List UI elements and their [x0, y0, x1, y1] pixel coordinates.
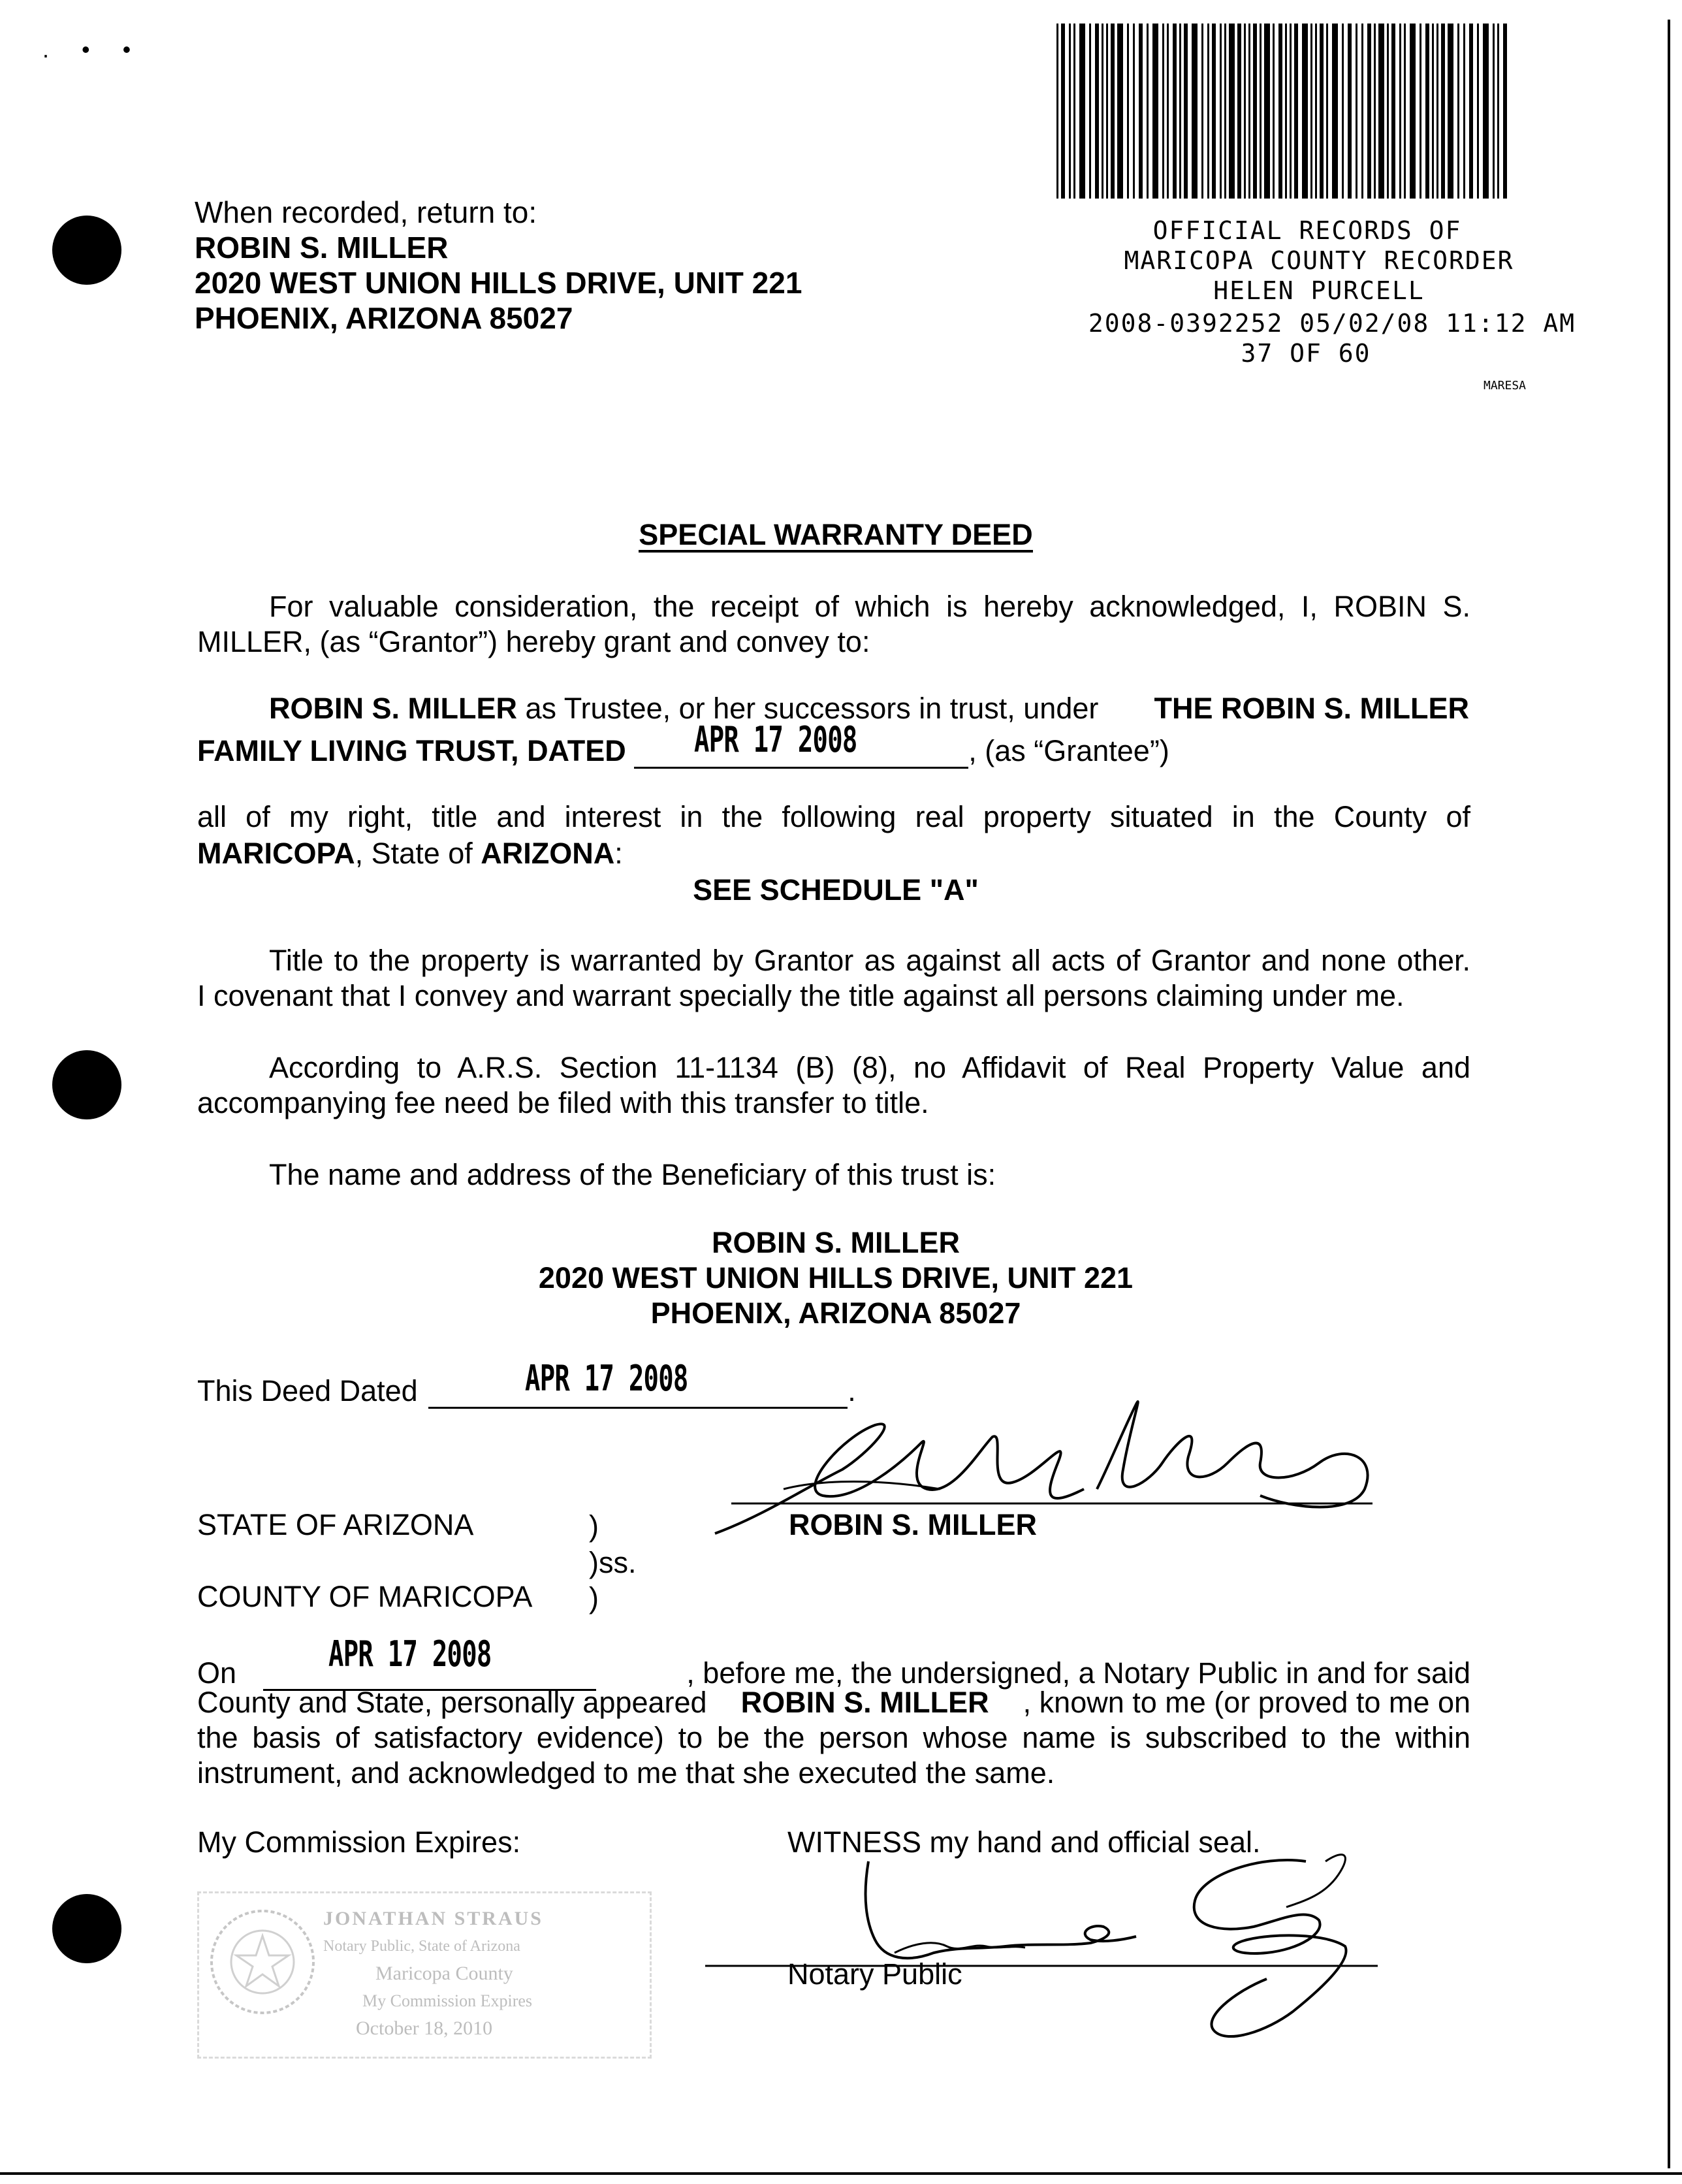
barcode-bar: [1220, 24, 1222, 199]
barcode-bar: [1152, 24, 1158, 199]
page-border-bottom: [0, 2172, 1682, 2175]
barcode-bar: [1404, 24, 1406, 199]
barcode-bar: [1133, 24, 1135, 199]
barcode-bar: [1184, 24, 1188, 199]
return-to-block: [195, 195, 802, 336]
ack-stamp-date: APR 17 2008: [328, 1633, 492, 1675]
barcode-bar: [1273, 24, 1275, 199]
notary-signature: [699, 1835, 1384, 2051]
barcode-bar: [1201, 24, 1203, 199]
grantee-trust: THE ROBIN S. MILLER: [1154, 692, 1469, 725]
barcode-bar: [1326, 24, 1328, 199]
property-state: ARIZONA: [481, 837, 615, 870]
barcode-bar: [1212, 24, 1216, 199]
notary-seal-line3: Maricopa County: [375, 1963, 513, 1984]
barcode-bar: [1264, 24, 1270, 199]
recorder-line3: HELEN PURCELL: [1213, 276, 1425, 305]
barcode-bar: [1179, 24, 1181, 199]
notary-seal-emblem: [207, 1906, 318, 2017]
barcode-bar: [1378, 24, 1384, 199]
barcode-bar: [1374, 24, 1376, 199]
barcode-bar: [1139, 24, 1143, 199]
grantee-name: ROBIN S. MILLER: [269, 692, 517, 725]
ack-line3: the basis of satisfactory evidence) to be the person whose name is subscribed to the within: [197, 1721, 1470, 1754]
ack-line2: [197, 1685, 1470, 1720]
barcode-bar: [1290, 24, 1292, 199]
punch-hole-middle: [52, 1050, 121, 1119]
barcode-bar: [1106, 24, 1108, 199]
barcode-bar: [1477, 24, 1479, 199]
grantee-mid: as Trustee, or her successors in trust, under: [517, 692, 1099, 725]
grantee-date-field: [634, 719, 968, 769]
return-to-street: 2020 WEST UNION HILLS DRIVE, UNIT 221: [195, 266, 802, 300]
grantee-line2: [197, 719, 1169, 769]
notary-seal-text: [323, 1905, 543, 2042]
return-to-name: ROBIN S. MILLER: [195, 231, 449, 265]
ack-line2-name: ROBIN S. MILLER: [740, 1686, 989, 1719]
barcode-bar: [1056, 24, 1058, 199]
document-title-text: SPECIAL WARRANTY DEED: [639, 518, 1033, 551]
barcode-bar: [1463, 24, 1465, 199]
notary-seal: [197, 1891, 652, 2059]
beneficiary-intro: The name and address of the Beneficiary of this trust is:: [269, 1158, 996, 1191]
notary-label: Notary Public: [787, 1957, 962, 1991]
barcode: [1054, 24, 1511, 199]
deed-dated: This Deed Dated APR 17 2008 .: [197, 1358, 856, 1407]
barcode-bar: [1483, 24, 1489, 199]
property-line1: all of my right, title and interest in the following real property situated in the County of: [197, 800, 1470, 833]
grant-line2: MILLER, (as “Grantor”) hereby grant and convey to:: [197, 625, 870, 658]
grantor-signature-name: ROBIN S. MILLER: [789, 1508, 1037, 1541]
barcode-bar: [1117, 24, 1123, 199]
barcode-bar: [1192, 24, 1198, 199]
ack-line4: instrument, and acknowledged to me that she executed the same.: [197, 1756, 1055, 1790]
barcode-bar: [1410, 24, 1416, 199]
barcode-bar: [1448, 24, 1453, 199]
barcode-bar: [1367, 24, 1371, 199]
barcode-bar: [1237, 24, 1241, 199]
barcode-bar: [1173, 24, 1177, 199]
barcode-bar: [1253, 24, 1257, 199]
barcode-bar: [1285, 24, 1287, 199]
barcode-bar: [1457, 24, 1459, 199]
barcode-bar: [1127, 24, 1129, 199]
recorder-code: MARESA: [1484, 379, 1527, 393]
barcode-bar: [1069, 24, 1071, 199]
notary-seal-line4: My Commission Expires: [362, 1991, 533, 2010]
grantee-suffix: , (as “Grantee”): [968, 734, 1169, 767]
barcode-bar: [1095, 24, 1099, 199]
notary-seal-line2: Notary Public, State of Arizona: [323, 1938, 520, 1955]
venue-paren-1: ): [589, 1509, 599, 1543]
beneficiary-street: 2020 WEST UNION HILLS DRIVE, UNIT 221: [538, 1261, 1134, 1294]
venue-state: STATE OF ARIZONA: [197, 1508, 474, 1541]
barcode-bar: [1229, 24, 1235, 199]
beneficiary-block: [0, 1225, 1672, 1331]
grantee-line1: [269, 691, 1469, 726]
barcode-bar: [1493, 24, 1495, 199]
page-border-right: [1668, 20, 1670, 2168]
barcode-bar: [1294, 24, 1298, 199]
recorder-line5: 37 OF 60: [1241, 339, 1371, 368]
barcode-bar: [1310, 24, 1312, 199]
warranty-line1: Title to the property is warranted by Grantor as against all acts of Grantor and none other.: [269, 944, 1470, 977]
barcode-bar: [1079, 24, 1085, 199]
barcode-bar: [1356, 24, 1357, 199]
affidavit-line2: accompanying fee need be filed with this transfer to title.: [197, 1086, 929, 1119]
barcode-bar: [1260, 24, 1262, 199]
barcode-bar: [1497, 24, 1499, 199]
barcode-bar: [1147, 24, 1149, 199]
barcode-bar: [1348, 24, 1352, 199]
barcode-bar: [1441, 24, 1445, 199]
venue-county: COUNTY OF MARICOPA: [197, 1580, 533, 1613]
barcode-bar: [1425, 24, 1429, 199]
ack-on: On: [197, 1656, 237, 1690]
ack-line2a: County and State, personally appeared: [197, 1686, 707, 1719]
ack-line1-rest: , before me, the undersigned, a Notary Public in and for said: [686, 1656, 1470, 1690]
venue-paren-3: ): [589, 1581, 599, 1614]
commission-label: My Commission Expires:: [197, 1825, 521, 1859]
barcode-bar: [1248, 24, 1250, 199]
barcode-bar: [1361, 24, 1363, 199]
barcode-bar: [1315, 24, 1317, 199]
punch-hole-top: [52, 216, 121, 285]
barcode-bar: [1224, 24, 1226, 199]
barcode-bar: [1278, 24, 1282, 199]
barcode-bar: [1399, 24, 1401, 199]
barcode-bar: [1167, 24, 1169, 199]
barcode-bar: [1102, 24, 1103, 199]
barcode-bar: [1432, 24, 1434, 199]
property-state-text: , State of: [355, 837, 481, 870]
barcode-bar: [1073, 24, 1075, 199]
property-colon: :: [614, 837, 623, 870]
recorder-line2: MARICOPA COUNTY RECORDER: [1124, 246, 1514, 275]
property-line2: [197, 836, 623, 871]
witness-text: WITNESS my hand and official seal.: [787, 1825, 1261, 1859]
warranty-line2: I covenant that I convey and warrant specially the title against all persons claiming under me.: [197, 979, 1404, 1012]
grantee-stamp-date: APR 17 2008: [694, 719, 857, 760]
barcode-bar: [1244, 24, 1246, 199]
affidavit-line1: According to A.R.S. Section 11-1134 (B) (8), no Affidavit of Real Property Value and: [269, 1051, 1470, 1084]
grantee-trust2: FAMILY LIVING TRUST, DATED: [197, 734, 626, 767]
return-to-city: PHOENIX, ARIZONA 85027: [195, 301, 573, 335]
ack-line2b: , known to me (or proved to me on: [1023, 1686, 1470, 1719]
barcode-bar: [1162, 24, 1164, 199]
recorder-block: [1058, 216, 1580, 368]
barcode-bar: [1342, 24, 1344, 199]
barcode-bar: [1503, 24, 1507, 199]
header-marks: . • •: [42, 36, 144, 63]
barcode-bar: [1436, 24, 1438, 199]
document-title: [0, 517, 1672, 553]
barcode-bar: [1387, 24, 1389, 199]
notary-seal-line5: October 18, 2010: [356, 2017, 493, 2039]
beneficiary-name: ROBIN S. MILLER: [712, 1226, 960, 1259]
barcode-bar: [1302, 24, 1308, 199]
schedule-reference: SEE SCHEDULE "A": [693, 873, 979, 907]
venue-ss: )ss.: [589, 1546, 637, 1579]
beneficiary-city: PHOENIX, ARIZONA 85027: [650, 1296, 1021, 1330]
barcode-bar: [1089, 24, 1091, 199]
barcode-bar: [1061, 24, 1065, 199]
barcode-bar: [1469, 24, 1473, 199]
barcode-bar: [1332, 24, 1338, 199]
grant-line1: For valuable consideration, the receipt of which is hereby acknowledged, I, ROBIN S.: [269, 590, 1470, 623]
barcode-bar: [1207, 24, 1209, 199]
punch-hole-bottom: [52, 1894, 121, 1963]
barcode-bar: [1111, 24, 1115, 199]
barcode-bar: [1420, 24, 1421, 199]
recorder-line1: OFFICIAL RECORDS OF: [1152, 216, 1462, 245]
recorder-line4: 2008-0392252 05/02/08 11:12 AM: [1088, 309, 1576, 338]
property-county: MARICOPA: [197, 837, 355, 870]
deed-dated-label: This Deed Dated: [197, 1374, 418, 1407]
barcode-bar: [1391, 24, 1395, 199]
barcode-bar: [1320, 24, 1324, 199]
return-to-label: When recorded, return to:: [195, 195, 537, 229]
notary-seal-line1: JONATHAN STRAUS: [323, 1908, 543, 1929]
deed-stamp-date: APR 17 2008: [525, 1358, 688, 1399]
